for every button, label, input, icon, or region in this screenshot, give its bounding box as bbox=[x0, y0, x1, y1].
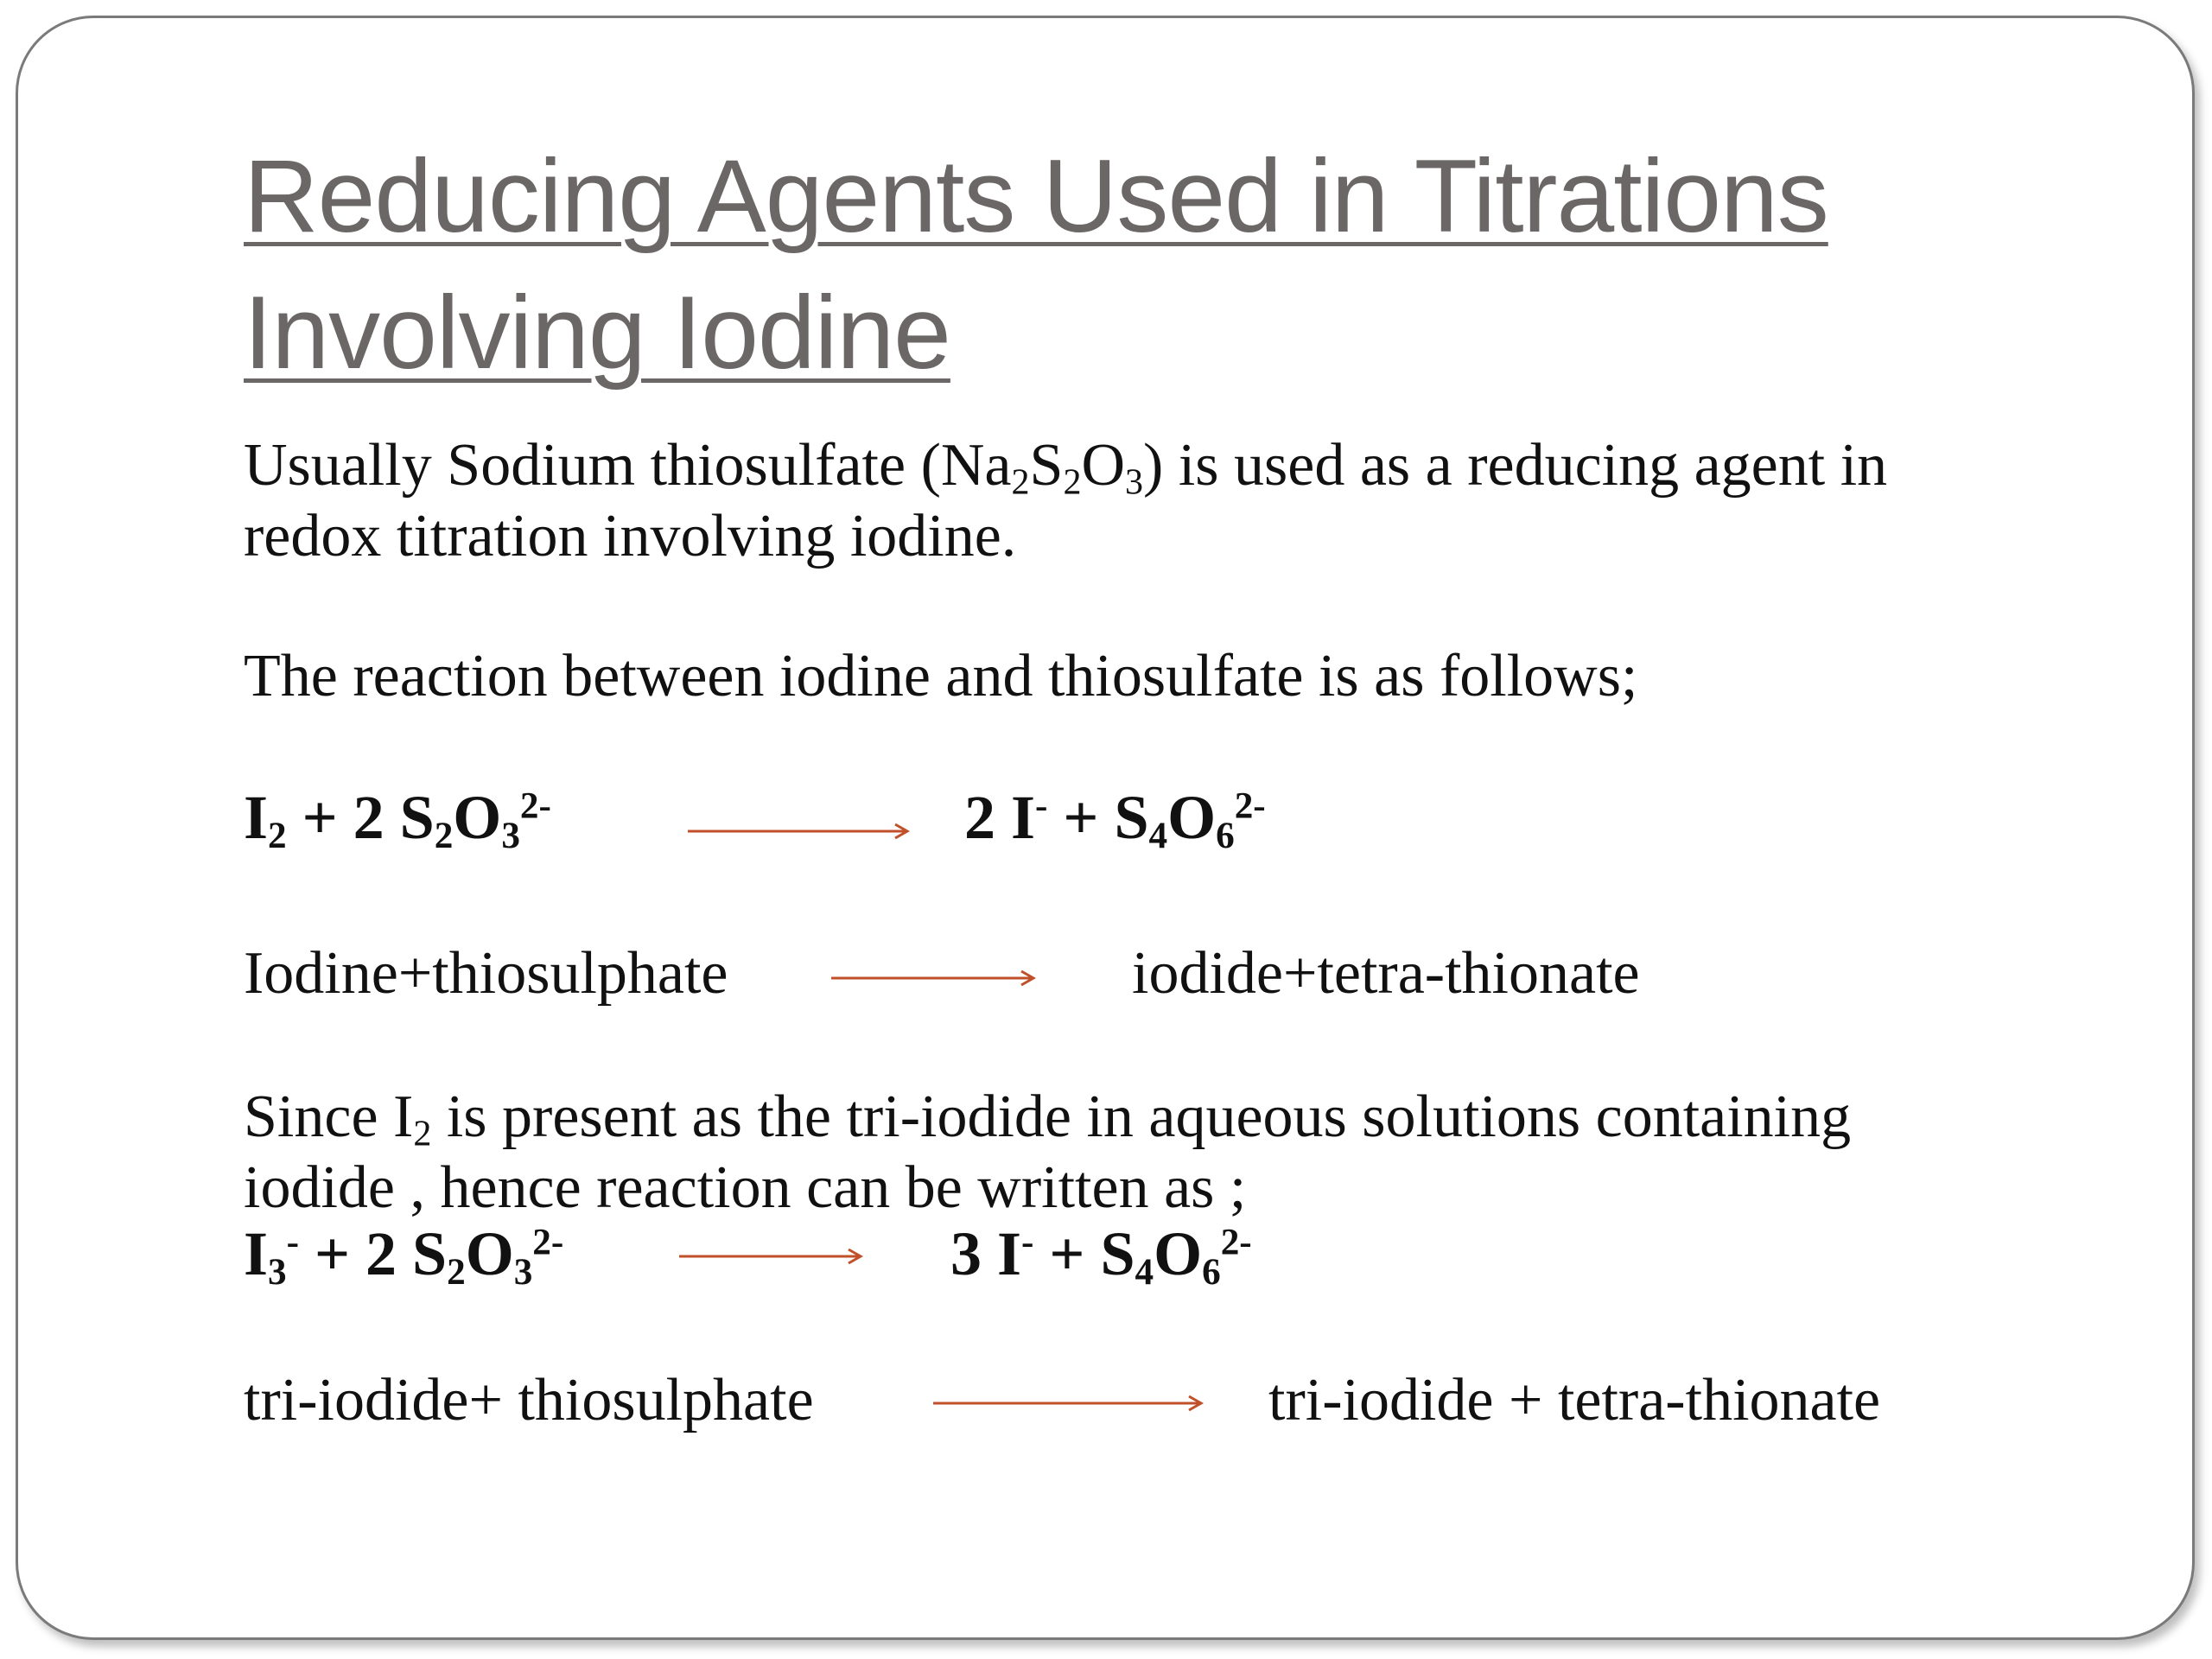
equation-1-products: 2 $I^- + S_4O_6^{2-}$ bbox=[964, 783, 1266, 856]
word-equation-2-products: tri-iodide + tetra-thionate bbox=[1268, 1367, 1881, 1433]
word-equation-1-reactants: Iodine+thiosulphate bbox=[244, 940, 728, 1007]
title-line-1: Reducing Agents Used in Titrations bbox=[244, 138, 1828, 254]
equation-2-products: 3 $I^- + S_4O_6^{2-}$ bbox=[950, 1219, 1252, 1293]
word-arrow-2 bbox=[933, 1395, 1205, 1412]
word-equation-1-products: iodide+tetra-thionate bbox=[1132, 940, 1640, 1007]
title-line-2: Involving Iodine bbox=[244, 275, 950, 391]
equation-2-reactants: $I_3^- + 2$ $S_2O_3^{2-}$ bbox=[244, 1219, 564, 1293]
word-equation-2-reactants: tri-iodide+ thiosulphate bbox=[244, 1367, 814, 1433]
equation-1-reactants: $I_2 + 2$ $S_2O_3^{2-}$ bbox=[244, 783, 551, 856]
paragraph-usage-line-2: redox titration involving iodine. bbox=[244, 503, 1017, 569]
word-arrow-1 bbox=[831, 969, 1037, 987]
reaction-arrow-2 bbox=[679, 1248, 864, 1265]
paragraph-triiodide-line-2: iodide , hence reaction can be written as ; bbox=[244, 1154, 1247, 1221]
paragraph-usage-line-1: Usually Sodium thiosulfate $(Na_2S_2O_3)$ is used as a reducing agent in bbox=[244, 432, 1888, 503]
reaction-arrow-1 bbox=[688, 823, 911, 840]
slide-title bbox=[244, 128, 2145, 401]
paragraph-reaction-intro: The reaction between iodine and thiosulfate is as follows; bbox=[244, 643, 1638, 709]
paragraph-triiodide-line-1: Since $I_2$ is present as the tri-iodide in aqueous solutions containing bbox=[244, 1084, 1852, 1154]
